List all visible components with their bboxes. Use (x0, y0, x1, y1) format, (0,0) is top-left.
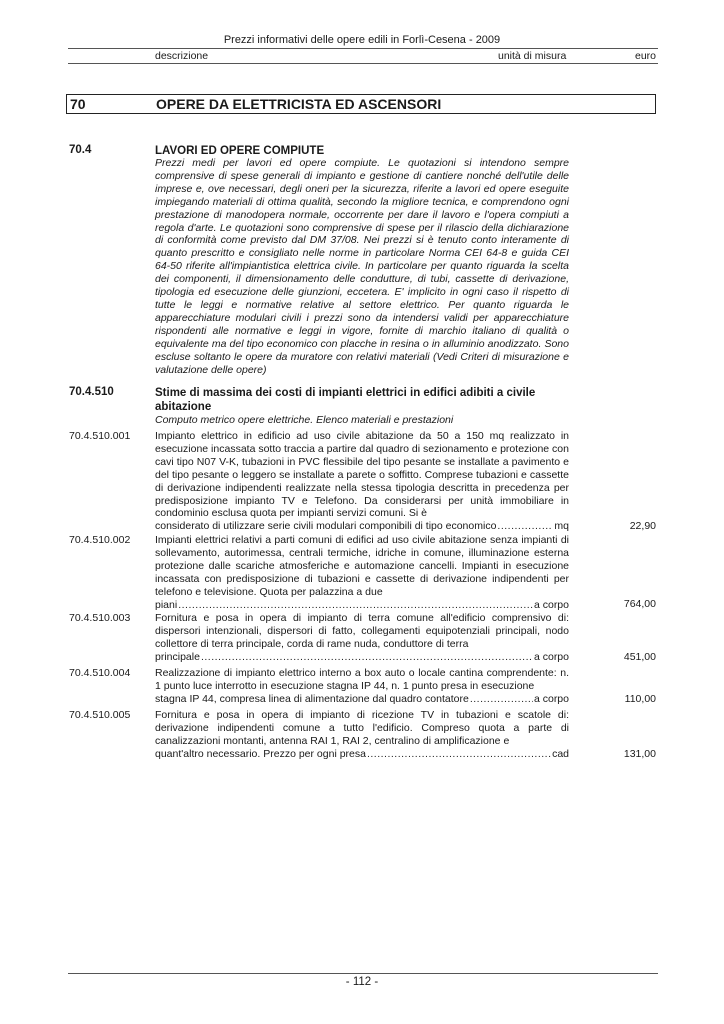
item-price: 451,00 (623, 651, 656, 663)
item-code: 70.4.510.002 (69, 534, 131, 546)
item-price: 110,00 (624, 693, 656, 705)
item-last-line (155, 520, 569, 533)
column-headers (68, 50, 658, 63)
item-last-line (155, 748, 569, 761)
page-number: - 112 - (345, 976, 379, 988)
item-code: 70.4.510.004 (69, 667, 131, 679)
item-description: Impianto elettrico in edificio ad uso civile abitazione da 50 a 150 mq realizzato in esecuzione incassata sotto traccia a partire dal quadro di sezionamento e protezione con cavi tipo N07 V-K, tubazioni in PVC flessibile del tipo pesante se installate a pavimento e del tipo pesante o leggero se installate a parete o soffitto. Comprese tubazioni e cassette di derivazione indipendenti realizzate nella stessa tipologia descritta in precedenza per predisposizione impianto TV e Telefono. Da considerarsi per unità immobiliare in condominio esclusa quota per impianti servizi comuni. Si è (155, 430, 569, 520)
column-header-description: descrizione (155, 50, 209, 62)
item-description: Fornitura e posa in opera di impianto di ricezione TV in tubazioni e scatole di: derivazione indipendenti comune a tutto l'edificio. Compreso quota a parte di canalizzazioni montanti, antenna RAI 1, RAI 2, centralino di amplificazione e (155, 709, 569, 747)
item-text (155, 534, 569, 611)
item-unit: mq (554, 520, 569, 533)
header-rule-bottom (68, 63, 658, 64)
column-header-euro: euro (634, 50, 656, 62)
leader-dots (367, 748, 551, 761)
item-text (155, 430, 569, 533)
item-description-end: principale (155, 650, 200, 663)
leader-dots (470, 693, 533, 706)
section-title: LAVORI ED OPERE COMPIUTE (155, 145, 325, 157)
section-code: 70.4 (69, 144, 92, 156)
chapter-heading (66, 94, 656, 114)
item-last-line (155, 599, 569, 612)
item-description-end: piani (155, 598, 178, 611)
item-description-end: stagna IP 44, compresa linea di alimentazione dal quadro contatore (155, 692, 469, 705)
item-unit: a corpo (533, 692, 569, 705)
item-text (155, 612, 569, 664)
item-unit: a corpo (533, 650, 569, 663)
item-unit: a corpo (533, 598, 569, 611)
item-text (155, 667, 569, 706)
item-code: 70.4.510.003 (69, 612, 131, 624)
item-description: Realizzazione di impianto elettrico interno a box auto o locale cantina comprendente: n. 1 punto luce interrotto in esecuzione stagna IP 44, n. 1 punto presa in esecuzione (155, 667, 569, 692)
item-last-line (155, 693, 569, 706)
section-description: Computo metrico opere elettriche. Elenco materiali e prestazioni (155, 414, 454, 426)
section-description: Prezzi medi per lavori ed opere compiute. Le quotazioni si intendono sempre comprensive di spese generali di impianto e gestione di cantiere nonché dell'utile delle imprese e, ove necessari, degli oneri per la sicurezza, riferite a lavori ed opere eseguite impiegando materiali di ottima qualità, secondo la migliore tecnica, e comprendono ogni prestazione di manodopera normale, occorrente per dare il lavoro e l'opera compiuti a regola d'arte. Le quotazioni sono comprensive di spese per il rilascio della dichiarazione di conformità come previsto dal DM 37/08. Nei prezzi si è tenuto conto interamente di quanto prescritto e consigliato nelle norme in particolare Norma CEI 64-8 e guida CEI 64-50 riferite all'impiantistica elettrica civile. In particolare per quanto riguarda la scelta dei componenti, il dimensionamento delle condutture, di tubi, cassette di derivazione, tipologia ed esecuzione delle giunzioni, eccetera. E' implicito in ogni caso il rispetto di tutte le leggi e normative relative al settore elettrico. Per quanto riguarda le apparecchiature modulari civili i prezzi sono da intendersi validi per apparecchiature rispondenti alle normative e leggi in vigore, fornite di marchio italiano di qualità o equivalente ma del tipo economico con placche in resina o in alluminio anodizzato. Sono escluse soltanto le opere da muratore con relativi materiali (Vedi Criteri di misurazione e valutazione delle opere) (155, 157, 569, 376)
item-price: 764,00 (623, 598, 656, 610)
item-description-end: quant'altro necessario. Prezzo per ogni presa (155, 747, 366, 760)
section-title: Stime di massima dei costi di impianti elettrici in edifici adibiti a civile abitazione (155, 387, 536, 413)
item-code: 70.4.510.001 (69, 430, 131, 442)
leader-dots (178, 599, 533, 612)
item-code: 70.4.510.005 (69, 709, 131, 721)
item-description-end: considerato di utilizzare serie civili modulari componibili di tipo economico (155, 520, 497, 533)
column-header-unit: unità di misura (498, 50, 567, 62)
chapter-title: OPERE DA ELETTRICISTA ED ASCENSORI (156, 96, 442, 112)
item-price: 22,90 (629, 520, 656, 532)
item-last-line (155, 651, 569, 664)
item-description: Impianti elettrici relativi a parti comuni di edifici ad uso civile abitazione senza impianti di sollevamento, autorimessa, centrali termiche, idriche in comune, illuminazione esterna protezione dalle scariche atmosferiche e automazione cancelli. Impianti in esecuzione incassata con predisposizione di tubazioni e cassette di derivazione indipendenti per telefono e televisione. Quota per palazzina a due (155, 534, 569, 598)
item-unit: cad (552, 747, 569, 760)
leader-dots (497, 520, 553, 533)
item-text (155, 709, 569, 761)
chapter-code: 70 (70, 96, 86, 112)
item-price: 131,00 (623, 748, 656, 760)
header-rule (68, 48, 658, 49)
item-description: Fornitura e posa in opera di impianto di terra comune all'edificio comprensivo di: dispersori intenzionali, dispersori di fatto, collegamenti equipotenziali principali, nodo collettore di terra principale, corda di rame nuda, conduttore di terra (155, 612, 569, 650)
section-code: 70.4.510 (69, 386, 114, 398)
running-header-title: Prezzi informativi delle opere edili in Forlì-Cesena - 2009 (223, 34, 501, 46)
leader-dots (201, 651, 533, 664)
footer-rule (68, 973, 658, 974)
